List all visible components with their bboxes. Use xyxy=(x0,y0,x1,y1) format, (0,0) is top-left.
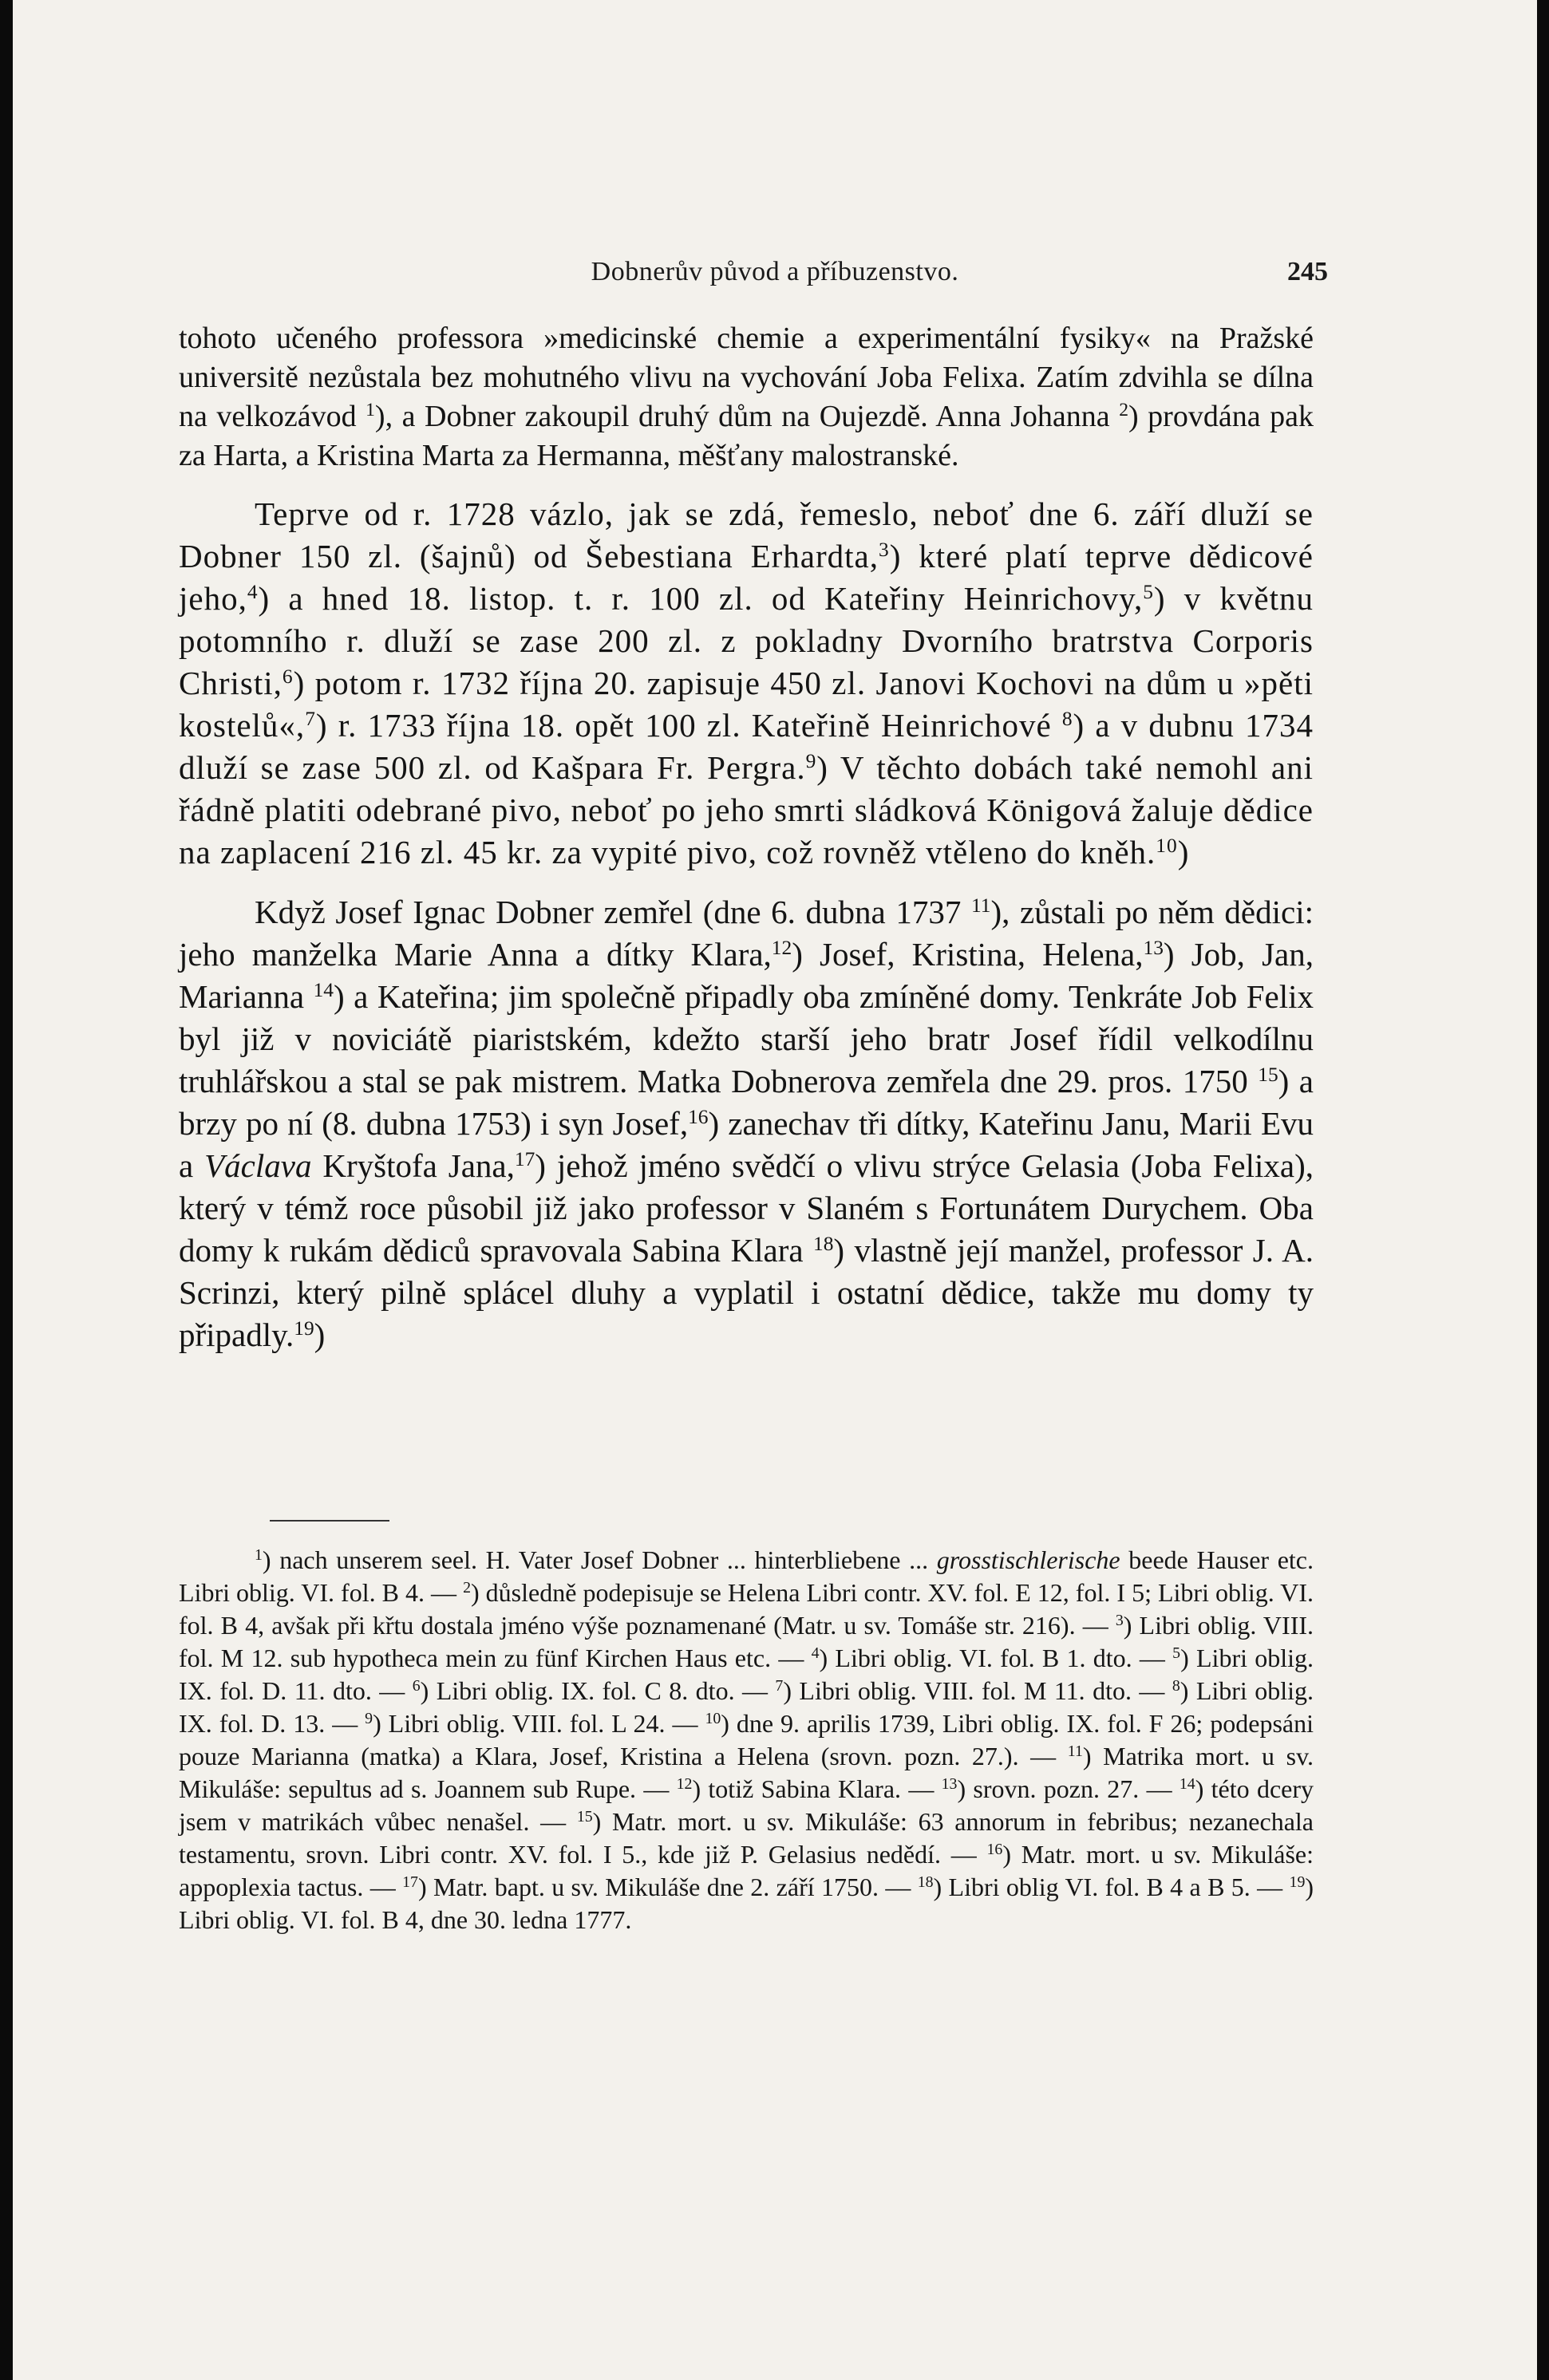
footnote-mark: 4 xyxy=(811,1644,820,1663)
footnote-text: ) Matr. mort. u sv. Mikuláše: 63 annorum in febribus; nezanechala testamentu, srovn. Libri contr. XV. fol. I 5., kde již P. Gelasius nedědí. — xyxy=(179,1807,1314,1869)
footnote-text: ) Matr. mort. u sv. Mikuláše: appoplexia tactus. — xyxy=(179,1840,1314,1901)
footnote-italic: grosstischlerische xyxy=(936,1545,1120,1574)
footnote-ref: 15 xyxy=(1258,1064,1278,1087)
footnote-text: beede Hauser etc. Libri oblig. VI. fol. B 4. — xyxy=(179,1545,1314,1607)
footnote-ref: 4 xyxy=(247,581,259,604)
book-page xyxy=(13,0,1537,2380)
footnote-mark: 5 xyxy=(1172,1644,1181,1663)
text-run: ) vlastně její manžel, professor J. A. Scrinzi, který pilně splácel dluhy a vyplatil i ostatní dědice, takže mu domy ty připadly. xyxy=(179,1232,1314,1353)
footnote-ref: 6 xyxy=(282,665,294,689)
running-title: Dobnerův původ a příbuzenstvo. xyxy=(591,257,959,286)
text-run: Když Josef Ignac Dobner zemřel (dne 6. dubna 1737 xyxy=(255,894,971,930)
text-run: Teprve od r. 1728 vázlo, jak se zdá, řemeslo, neboť dne 6. září dluží se Dobner 150 zl. (šajnů) od Šebestiana Erhardta, xyxy=(179,495,1314,574)
text-run: ) potom r. 1732 října 20. zapisuje 450 zl. Janovi Kochovi na dům u »pěti kostelů«, xyxy=(179,665,1314,744)
footnote-mark: 10 xyxy=(705,1710,721,1728)
text-run: ), zůstali po něm dědici: jeho manželka Marie Anna a dítky Klara, xyxy=(179,894,1314,973)
footnote-mark: 14 xyxy=(1179,1775,1195,1794)
footnote-mark: 9 xyxy=(365,1710,373,1728)
footnote-mark: 18 xyxy=(917,1873,934,1892)
text-run: ) V těchto dobách také nemohl ani řádně platiti odebrané pivo, neboť po jeho smrti sládková Königová žaluje dědice na zaplacení 216 zl. 45 kr. za vypité pivo, což rovněž vtěleno do kněh. xyxy=(179,749,1314,870)
footnote-mark: 8 xyxy=(1172,1677,1180,1695)
footnote-ref: 14 xyxy=(313,979,334,1002)
footnote-text: ) Libri oblig. IX. fol. C 8. dto. — xyxy=(420,1676,776,1705)
footnote-ref: 13 xyxy=(1143,937,1164,960)
text-run: tohoto učeného professora »medicinské chemie a experimentální fysiky« na Pražské universitě nezůstala bez mohutného vlivu na vychování Joba Felixa. Zatím zdvihla se dílna na velkozávod xyxy=(179,322,1314,433)
footnote-ref: 19 xyxy=(294,1317,314,1340)
footnote-text: ) Libri oblig. VIII. fol. L 24. — xyxy=(373,1709,705,1738)
footnote-ref: 12 xyxy=(771,937,792,960)
paragraph-1 xyxy=(179,319,1314,476)
footnote-ref: 7 xyxy=(305,708,316,731)
paragraph-3 xyxy=(179,891,1314,1356)
text-run: ) a Kateřina; jim společně připadly oba zmíněné domy. Tenkráte Job Felix byl již v noviciátě piaristském, kdežto starší jeho bratr Josef řídil velkodílnu truhlářskou a stal se pak mistrem. Matka Dobnerova zemřela dne 29. pros. 1750 xyxy=(179,978,1314,1099)
footnote-text: ) této dcery jsem v matrikách vůbec nenašel. — xyxy=(179,1774,1314,1836)
footnote-ref: 11 xyxy=(970,894,991,918)
text-run: ) xyxy=(1177,834,1190,870)
footnote-text: ) důsledně podepisuje se Helena Libri contr. XV. fol. E 12, fol. I 5; Libri oblig. VI. fol. B 4, avšak při křtu dostala jméno výše poznamenané (Matr. u sv. Tomáše str. 216). — xyxy=(179,1578,1314,1640)
text-run: ) jehož jméno svědčí o vlivu strýce Gelasia (Joba Felixa), který v témž roce působil již jako professor v Slaném s Fortunátem Durychem. Oba domy k rukám dědiců spravovala Sabina Klara xyxy=(179,1147,1314,1269)
footnote-mark: 16 xyxy=(986,1841,1003,1859)
main-text xyxy=(179,319,1314,1356)
footnote-text: ) Libri oblig. VI. fol. B 1. dto. — xyxy=(819,1644,1173,1672)
footnote-ref: 10 xyxy=(1156,835,1178,858)
footnote-mark: 6 xyxy=(412,1677,421,1695)
footnote-text: ) Matrika mort. u sv. Mikuláše: sepultus ad s. Joannem sub Rupe. — xyxy=(179,1742,1314,1803)
text-run: Kryštofa Jana, xyxy=(311,1147,515,1184)
text-run: ) a hned 18. listop. t. r. 100 zl. od Kateřiny Heinrichovy, xyxy=(258,580,1144,617)
footnote-ref: 3 xyxy=(879,539,890,562)
text-run: ) r. 1733 října 18. opět 100 zl. Kateřině Heinrichové xyxy=(315,707,1062,744)
footnote-mark: 15 xyxy=(576,1808,593,1826)
text-run: ) xyxy=(314,1316,326,1353)
italic-name: Václava xyxy=(204,1147,312,1184)
footnote-ref: 2 xyxy=(1119,400,1128,421)
footnote-text: ) Libri oblig VI. fol. B 4 a B 5. — xyxy=(933,1873,1290,1901)
footnote-text: ) nach unserem seel. H. Vater Josef Dobner ... hinterbliebene ... xyxy=(262,1545,937,1574)
footnote-text: ) Libri oblig. VIII. fol. M 11. dto. — xyxy=(783,1676,1172,1705)
footnote-ref: 1 xyxy=(366,400,375,421)
text-run: ) zanechav tři dítky, Kateřinu Janu, Marii Evu a xyxy=(179,1105,1314,1184)
footnote-ref: 16 xyxy=(688,1106,709,1129)
text-run: ) a brzy po ní (8. dubna 1753) i syn Josef, xyxy=(179,1063,1314,1142)
text-run: ) provdána pak za Harta, a Kristina Marta za Hermanna, měšťany malostranské. xyxy=(179,400,1314,472)
footnote-mark: 2 xyxy=(463,1579,471,1597)
footnote-text: ) srovn. pozn. 27. — xyxy=(957,1774,1180,1803)
footnote-mark: 12 xyxy=(676,1775,693,1794)
footnote-text: ) Libri oblig. IX. fol. D. 11. dto. — xyxy=(179,1644,1314,1705)
footnote-ref: 5 xyxy=(1143,581,1154,604)
footnote-mark: 1 xyxy=(255,1546,263,1565)
text-run: ) v květnu potomního r. dluží se zase 200 zl. z pokladny Dvorního bratrstva Corporis Christi, xyxy=(179,580,1314,701)
footnote-divider xyxy=(270,1520,389,1522)
footnote-text: ) Libri oblig. IX. fol. D. 13. — xyxy=(179,1676,1314,1738)
footnote-mark: 19 xyxy=(1289,1873,1306,1892)
footnote-ref: 8 xyxy=(1061,708,1073,731)
text-run: ) Job, Jan, Marianna xyxy=(179,936,1314,1015)
text-run: ) Josef, Kristina, Helena, xyxy=(792,936,1144,973)
footnote-text: ) Libri oblig. VIII. fol. M 12. sub hypotheca mein zu fünf Kirchen Haus etc. — xyxy=(179,1611,1314,1672)
footnote-mark: 11 xyxy=(1067,1743,1083,1761)
footnotes xyxy=(179,1544,1314,1936)
footnote-text: ) totiž Sabina Klara. — xyxy=(692,1774,942,1803)
footnote-text: ) Matr. bapt. u sv. Mikuláše dne 2. září 1750. — xyxy=(417,1873,918,1901)
footnote-ref: 18 xyxy=(813,1233,834,1256)
footnote-ref: 17 xyxy=(514,1148,535,1171)
page-number: 245 xyxy=(1287,257,1328,286)
footnote-ref: 9 xyxy=(805,750,817,773)
footnote-text: ) dne 9. aprilis 1739, Libri oblig. IX. fol. F 26; podepsáni pouze Marianna (matka) a Klara, Josef, Kristina a Helena (srovn. pozn. 27.). — xyxy=(179,1709,1314,1770)
page-header xyxy=(13,254,1537,294)
text-run: ) a v dubnu 1734 dluží se zase 500 zl. od Kašpara Fr. Pergra. xyxy=(179,707,1314,786)
text-run: ), a Dobner zakoupil druhý dům na Oujezdě. Anna Johanna xyxy=(374,400,1120,433)
footnote-block xyxy=(179,1544,1314,1936)
footnote-mark: 17 xyxy=(402,1873,418,1892)
footnote-mark: 7 xyxy=(775,1677,784,1695)
footnote-mark: 3 xyxy=(1115,1612,1124,1630)
paragraph-2 xyxy=(179,493,1314,874)
footnote-text: ) Libri oblig. VI. fol. B 4, dne 30. ledna 1777. xyxy=(179,1873,1314,1934)
footnote-mark: 13 xyxy=(941,1775,958,1794)
text-run: ) které platí teprve dědicové jeho, xyxy=(179,538,1314,617)
